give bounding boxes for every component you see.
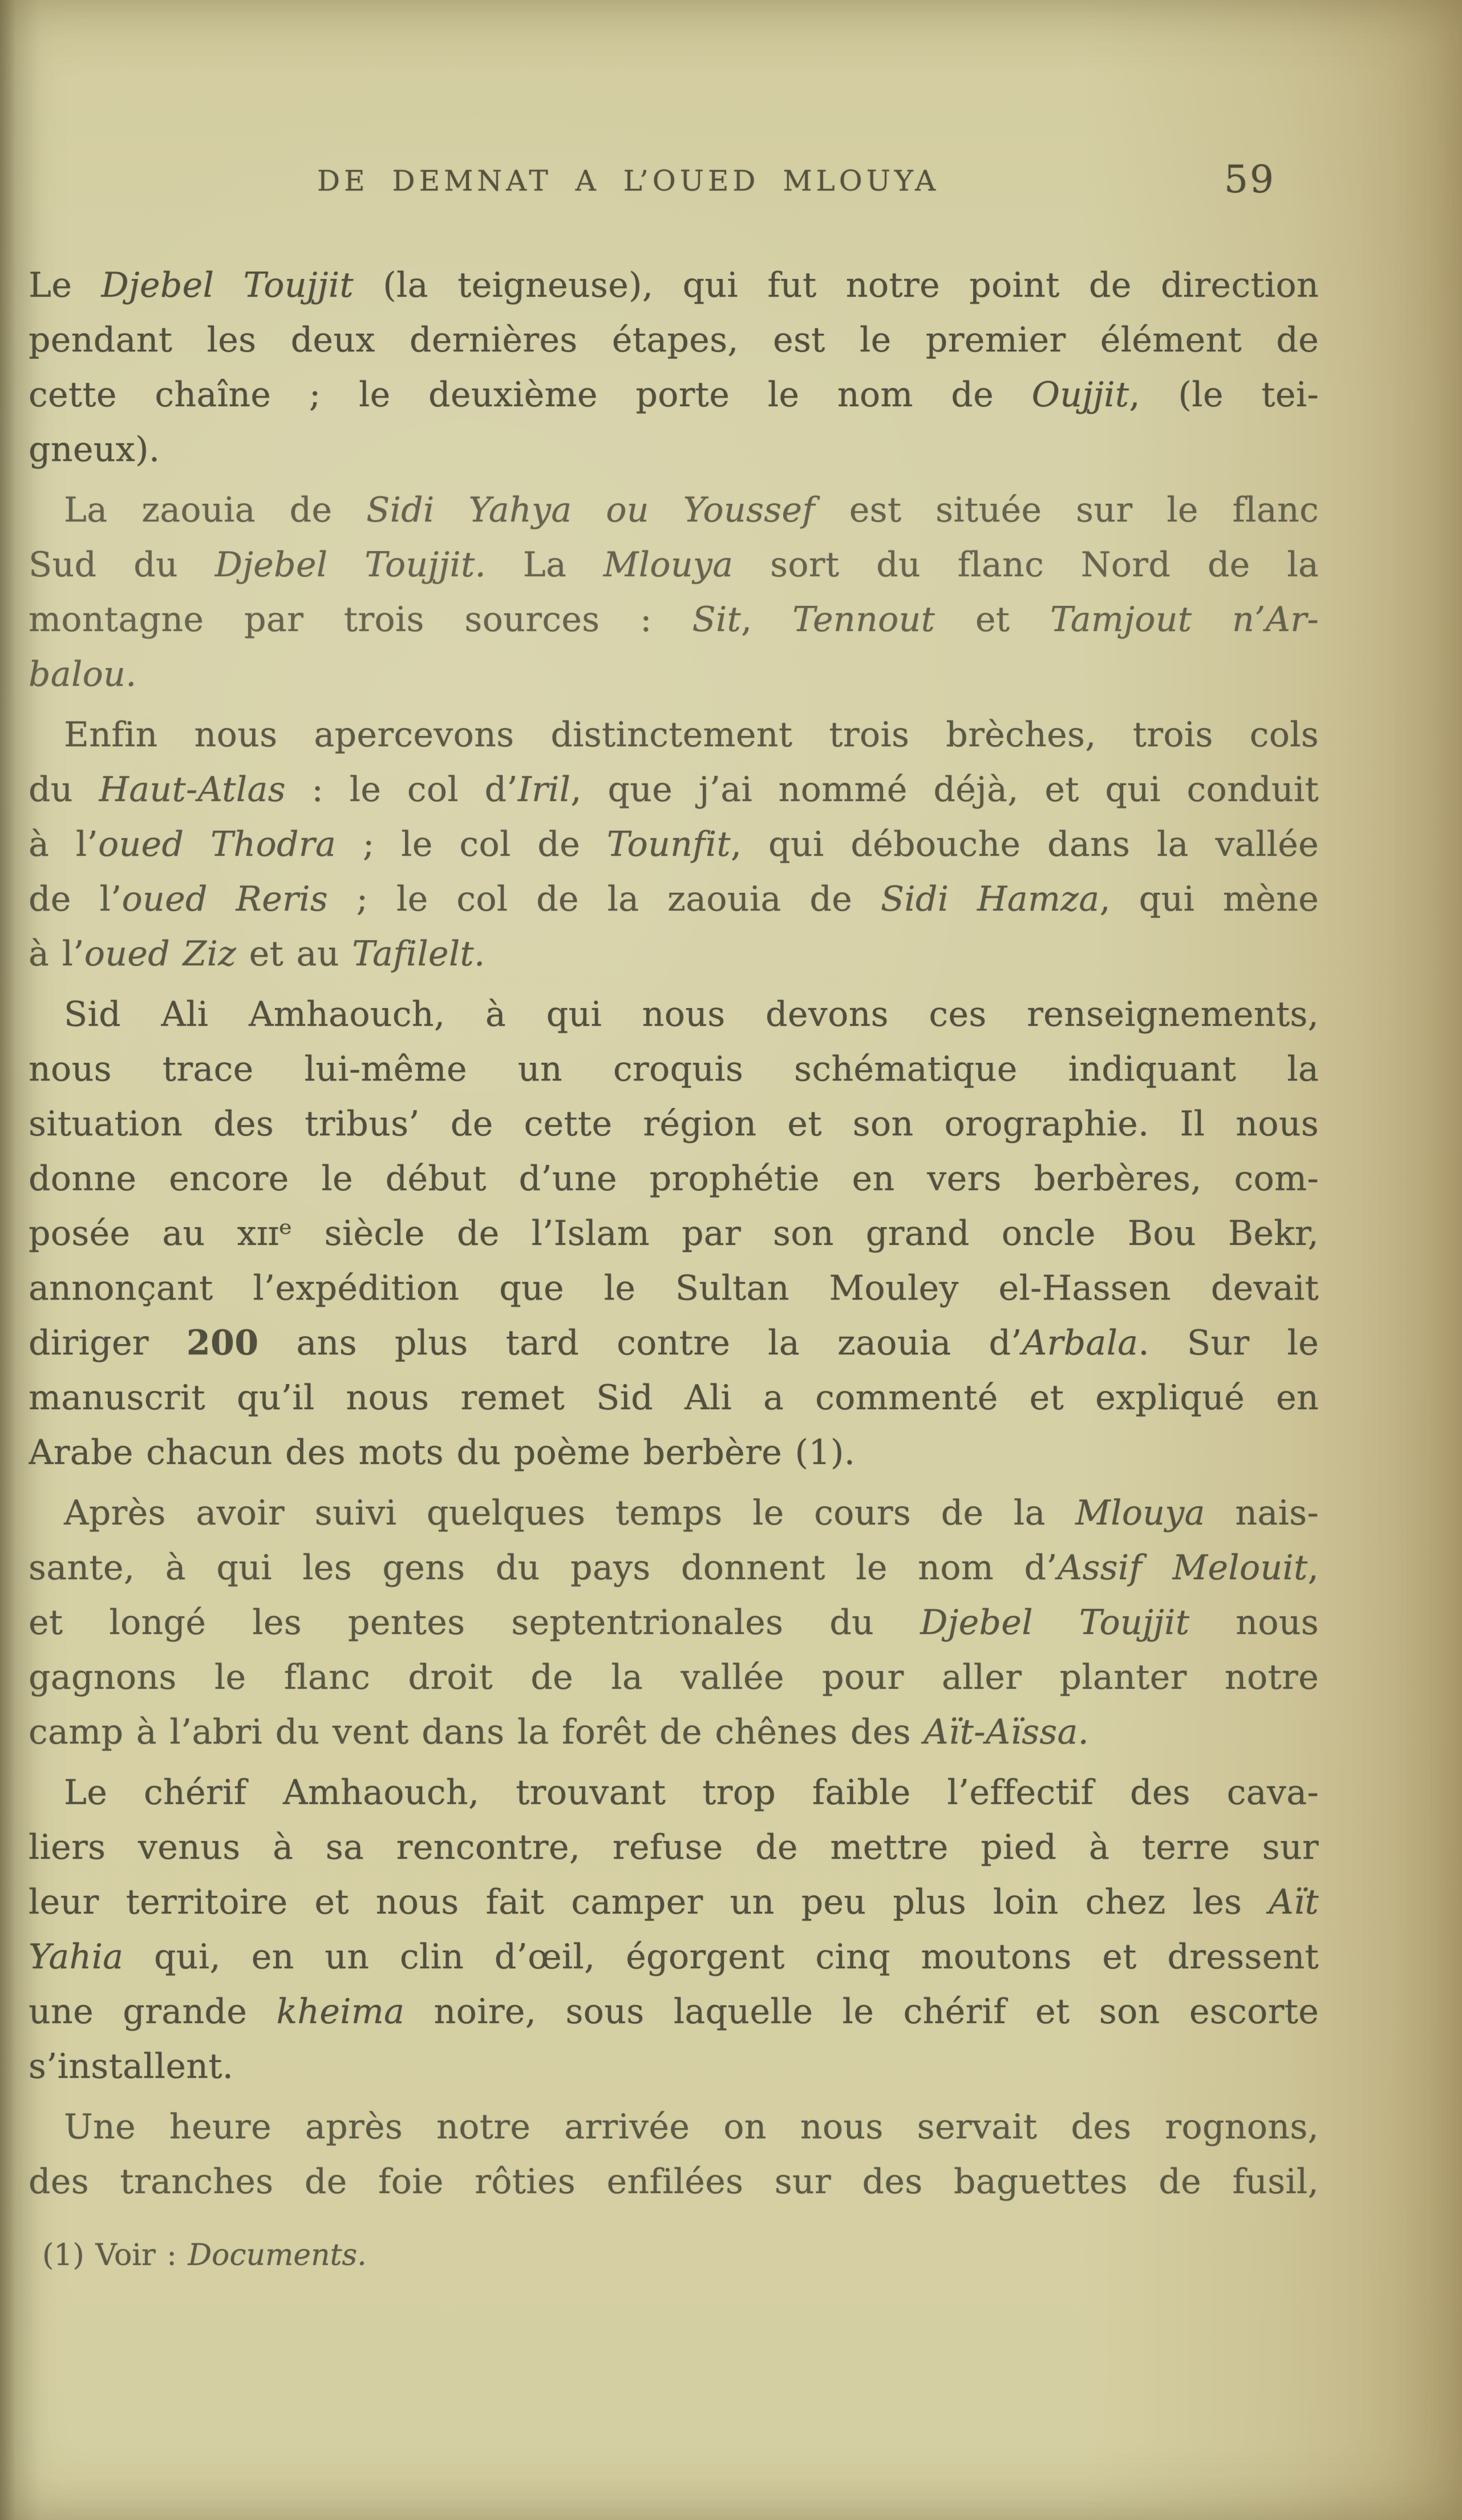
text-segment: qui, en un clin d’œil, égorgent cinq moutons et dressent (154, 1937, 1319, 1977)
paragraph (29, 258, 1319, 477)
text-segment: Haut-Atlas (99, 770, 312, 810)
text-segment: nais- (1235, 1493, 1319, 1533)
text-segment: Djebel Toujjit (920, 1603, 1236, 1643)
text-segment: balou. (29, 654, 137, 694)
text-line (29, 1765, 1319, 1820)
text-line (29, 1875, 1319, 1930)
text-segment: Aït (1269, 1882, 1319, 1922)
text-segment: Arabe chacun des mots du poème berbère (1). (29, 1433, 856, 1473)
text-segment: Sidi Hamza (880, 879, 1100, 919)
text-segment: Mlouya (603, 545, 771, 585)
text-line (29, 537, 1319, 592)
text-segment: liers venus à sa rencontre, refuse de mettre pied à terre sur (29, 1827, 1319, 1867)
text-segment: La zaouia de (64, 490, 367, 530)
text-line (29, 1650, 1319, 1705)
text-segment: noire, sous laquelle le chérif et son escorte (434, 1992, 1319, 2032)
paragraph (29, 483, 1319, 702)
text-segment: de l’ (29, 879, 122, 919)
text-segment: Tounfit (606, 824, 731, 864)
text-segment: gneux). (29, 430, 160, 470)
text-segment: Djebel Toujjit. (214, 545, 523, 585)
text-line (29, 313, 1319, 367)
text-segment: Sud du (29, 545, 215, 585)
text-line (29, 592, 1319, 647)
text-segment: ans plus tard contre la zaouia d’ (258, 1323, 1022, 1363)
text-segment: à l’ (29, 824, 98, 864)
text-segment: à l’ (29, 934, 84, 974)
text-segment: et au (249, 934, 353, 974)
text-line (29, 1486, 1319, 1540)
text-line (29, 987, 1319, 1042)
text-segment: Arbala (1022, 1323, 1139, 1363)
text-segment: leur territoire et nous fait camper un peu plus loin chez les (29, 1882, 1269, 1922)
page-number: 59 (1224, 157, 1275, 201)
text-segment: , (le tei- (1129, 375, 1319, 415)
text-line (29, 647, 1319, 702)
text-segment: , (1307, 1548, 1319, 1588)
text-segment: Tamjout n’Ar- (1050, 600, 1319, 640)
paragraph (29, 1486, 1319, 1759)
text-segment: des tranches de foie rôties enfilées sur des baguettes de fusil, (29, 2162, 1319, 2202)
text-segment: La (523, 545, 604, 585)
text-line (29, 1151, 1319, 1206)
text-line (29, 1820, 1319, 1875)
text-segment: Le (29, 265, 102, 305)
text-segment: et longé les pentes septentrionales du (29, 1603, 921, 1643)
text-line (29, 2100, 1319, 2154)
text-segment: Tennout (792, 600, 975, 640)
text-line (29, 1370, 1319, 1425)
text-segment: s’installent. (29, 2046, 234, 2086)
text-segment: sante, à qui les gens du pays donnent le nom d’ (29, 1548, 1058, 1588)
text-line (29, 2039, 1319, 2094)
text-segment: Djebel Toujjit (101, 265, 383, 305)
text-segment: sort du flanc Nord de la (770, 545, 1319, 585)
text-segment: donne encore le début d’une prophétie en vers berbères, com- (29, 1159, 1319, 1199)
text-segment: diriger (29, 1323, 187, 1363)
text-segment: et (975, 600, 1050, 640)
text-line (29, 707, 1319, 762)
footnote (42, 2235, 367, 2275)
text-line (29, 762, 1319, 817)
text-line (29, 1425, 1319, 1480)
text-segment: Oujjit (1031, 375, 1129, 415)
text-segment: Mlouya (1075, 1493, 1236, 1533)
text-segment: oued Thodra (98, 824, 363, 864)
paragraph (29, 987, 1319, 1480)
text-segment: camp à l’abri du vent dans la forêt de chênes des (29, 1712, 924, 1752)
text-segment: ; le col de (362, 824, 607, 864)
text-segment: : le col d’ (311, 770, 518, 810)
text-segment: nous (1236, 1603, 1319, 1643)
text-segment: manuscrit qu’il nous remet Sid Ali a commenté et expliqué en (29, 1378, 1319, 1418)
text-segment: Tafilelt. (352, 934, 485, 974)
text-line (29, 483, 1319, 537)
paragraph (29, 2100, 1319, 2209)
text-segment: oued Ziz (84, 934, 249, 974)
text-segment: annonçant l’expédition que le Sultan Mouley el-Hassen devait (29, 1268, 1319, 1308)
text-segment: cette chaîne ; le deuxième porte le nom de (29, 375, 1032, 415)
text-line (29, 1097, 1319, 1151)
text-line (29, 367, 1319, 422)
paragraph (29, 707, 1319, 981)
text-line (29, 872, 1319, 927)
text-segment: pendant les deux dernières étapes, est le premier élément de (29, 320, 1319, 360)
text-segment: Aït-Aïssa. (924, 1712, 1090, 1752)
text-segment: . Sur le (1138, 1323, 1319, 1363)
text-segment: du (29, 770, 99, 810)
text-line (29, 1705, 1319, 1759)
text-segment: ; le col de la zaouia de (356, 879, 881, 919)
text-segment: Yahia (29, 1937, 154, 1977)
text-segment: Enfin nous apercevons distinctement trois brèches, trois cols (64, 715, 1319, 755)
text-line (29, 2154, 1319, 2209)
text-line (29, 422, 1319, 477)
text-segment: Sid Ali Amhaouch, à qui nous devons ces renseignements, (64, 994, 1319, 1034)
text-segment: kheima (276, 1992, 434, 2032)
footnote-segment: (1) Voir : (42, 2238, 188, 2272)
text-segment: gagnons le flanc droit de la vallée pour aller planter notre (29, 1657, 1319, 1697)
text-line (29, 1206, 1319, 1261)
text-line (29, 1261, 1319, 1316)
text-line (29, 258, 1319, 313)
text-line (29, 1595, 1319, 1650)
text-segment: (la teigneuse), qui fut notre point de direction (383, 265, 1319, 305)
text-segment: , (741, 600, 793, 640)
text-segment: situation des tribus’ de cette région et son orographie. Il nous (29, 1104, 1319, 1144)
text-segment: Le chérif Amhaouch, trouvant trop faible l’effectif des cava- (64, 1773, 1319, 1813)
text-segment: nous trace lui-même un croquis schématique indiquant la (29, 1049, 1319, 1089)
text-segment: Assif Melouit (1057, 1548, 1308, 1588)
text-line (29, 1930, 1319, 1984)
text-segment: montagne par trois sources : (29, 600, 692, 640)
text-segment: Une heure après notre arrivée on nous servait des rognons, (64, 2107, 1319, 2147)
text-segment: , qui débouche dans la vallée (730, 824, 1319, 864)
text-line (29, 1540, 1319, 1595)
paragraph (29, 1765, 1319, 2094)
text-segment: Sit (692, 600, 742, 640)
text-line (29, 1316, 1319, 1370)
text-line (29, 1042, 1319, 1097)
running-title: DE DEMNAT A L’OUED MLOUYA (317, 164, 940, 197)
page-text (29, 258, 1319, 2215)
text-segment: est située sur le flanc (849, 490, 1319, 530)
text-segment: oued Reris (122, 879, 357, 919)
text-line (29, 1984, 1319, 2039)
text-segment: posée au xɪɪᵉ siècle de l’Islam par son grand oncle Bou Bekr, (29, 1214, 1319, 1253)
text-line (29, 927, 1319, 981)
text-segment: Sidi Yahya ou Youssef (366, 490, 849, 530)
text-segment: Après avoir suivi quelques temps le cours de la (64, 1493, 1076, 1533)
text-segment: Iril (517, 770, 571, 810)
text-line (29, 817, 1319, 872)
text-segment: une grande (29, 1992, 277, 2032)
text-segment: 200 (186, 1323, 259, 1363)
text-segment: , que j’ai nommé déjà, et qui conduit (570, 770, 1319, 810)
text-segment: , qui mène (1099, 879, 1319, 919)
footnote-segment: Documents. (188, 2238, 367, 2272)
